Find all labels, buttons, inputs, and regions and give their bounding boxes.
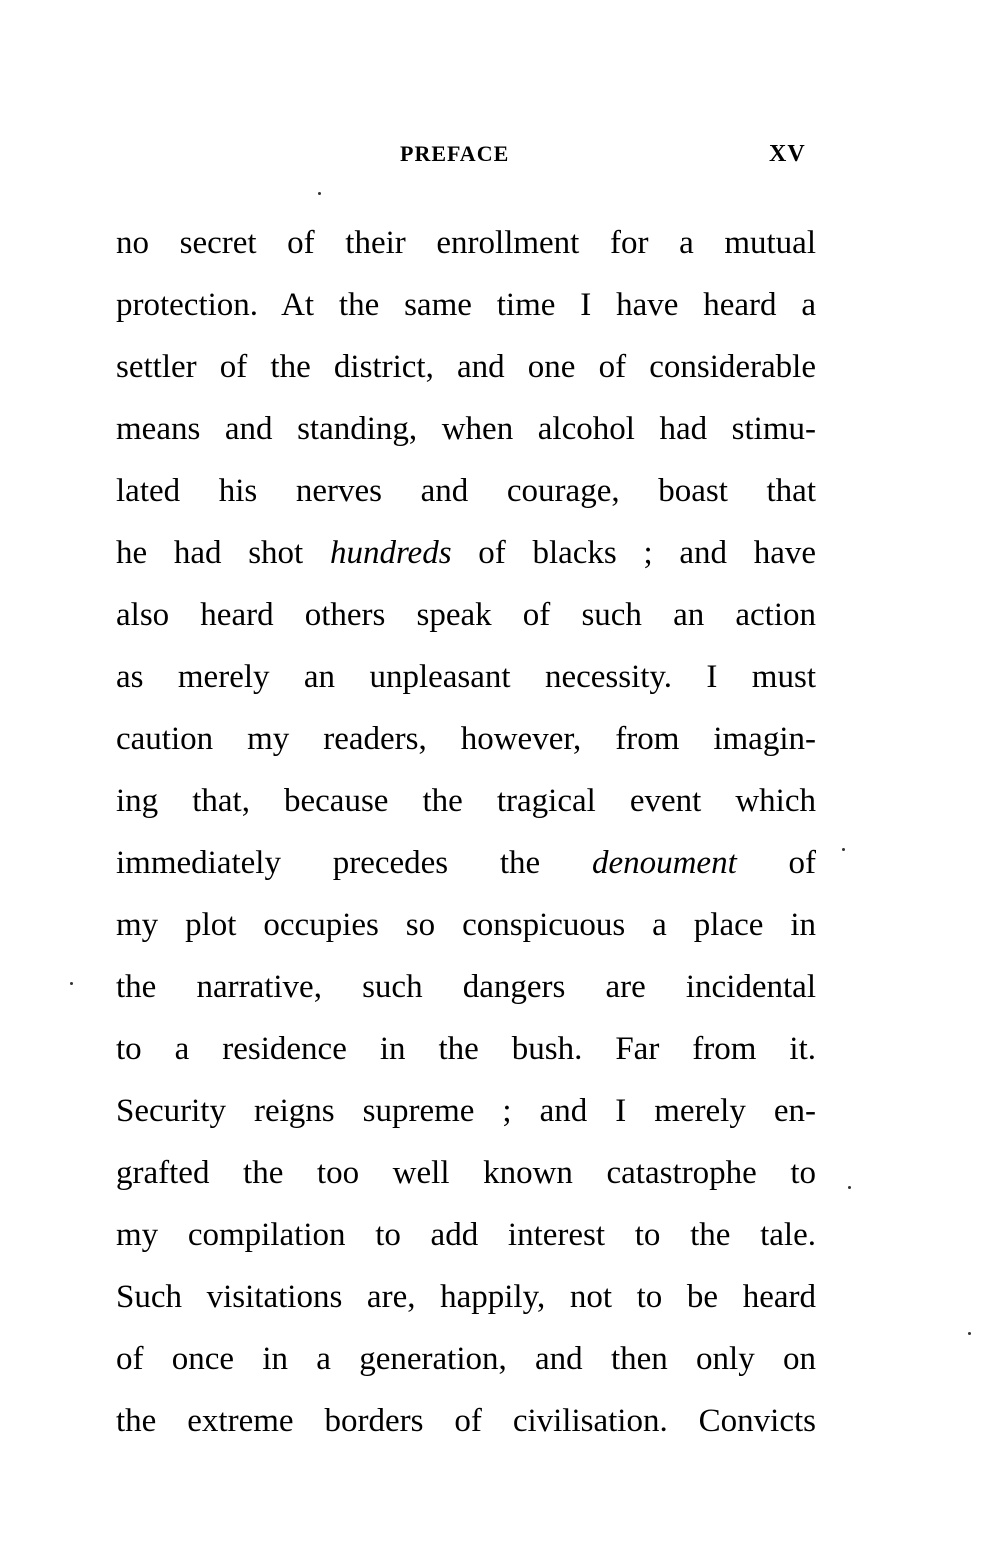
text-line: means and standing, when alcohol had stimu- — [116, 411, 816, 447]
text-line: to a residence in the bush. Far from it. — [116, 1031, 816, 1067]
text-line: the narrative, such dangers are incidental — [116, 969, 816, 1005]
text-line: grafted the too well known catastrophe to — [116, 1155, 816, 1191]
page-number: XV — [769, 141, 806, 167]
body-text — [116, 212, 816, 1452]
print-speck — [848, 1186, 851, 1189]
text-line — [116, 522, 816, 584]
text-segment: of blacks ; and have — [451, 535, 816, 571]
text-line — [116, 832, 816, 894]
running-head: PREFACE — [400, 141, 510, 166]
text-segment: of — [736, 845, 816, 881]
text-line: also heard others speak of such an action — [116, 597, 816, 633]
text-line: my compilation to add interest to the tale. — [116, 1217, 816, 1253]
text-line: caution my readers, however, from imagin- — [116, 721, 816, 757]
print-speck — [968, 1332, 971, 1335]
text-segment: immediately precedes the — [116, 845, 592, 881]
text-line: Security reigns supreme ; and I merely en- — [116, 1093, 816, 1129]
italic-word: denoument — [591, 845, 737, 881]
text-line: settler of the district, and one of considerable — [116, 349, 816, 385]
print-speck — [842, 848, 845, 851]
text-line: ing that, because the tragical event which — [116, 783, 816, 819]
text-line: as merely an unpleasant necessity. I must — [116, 659, 816, 695]
text-line: my plot occupies so conspicuous a place in — [116, 907, 816, 943]
page-header — [0, 141, 1000, 173]
print-speck — [70, 982, 73, 985]
italic-word: hundreds — [329, 535, 452, 571]
print-speck — [318, 192, 321, 195]
text-segment: he had shot — [116, 535, 330, 571]
text-line: the extreme borders of civilisation. Convicts — [116, 1403, 816, 1439]
text-line: lated his nerves and courage, boast that — [116, 473, 816, 509]
text-line: Such visitations are, happily, not to be heard — [116, 1279, 816, 1315]
text-line: of once in a generation, and then only on — [116, 1341, 816, 1377]
text-line: no secret of their enrollment for a mutual — [116, 225, 816, 261]
text-line: protection. At the same time I have heard a — [116, 287, 816, 323]
